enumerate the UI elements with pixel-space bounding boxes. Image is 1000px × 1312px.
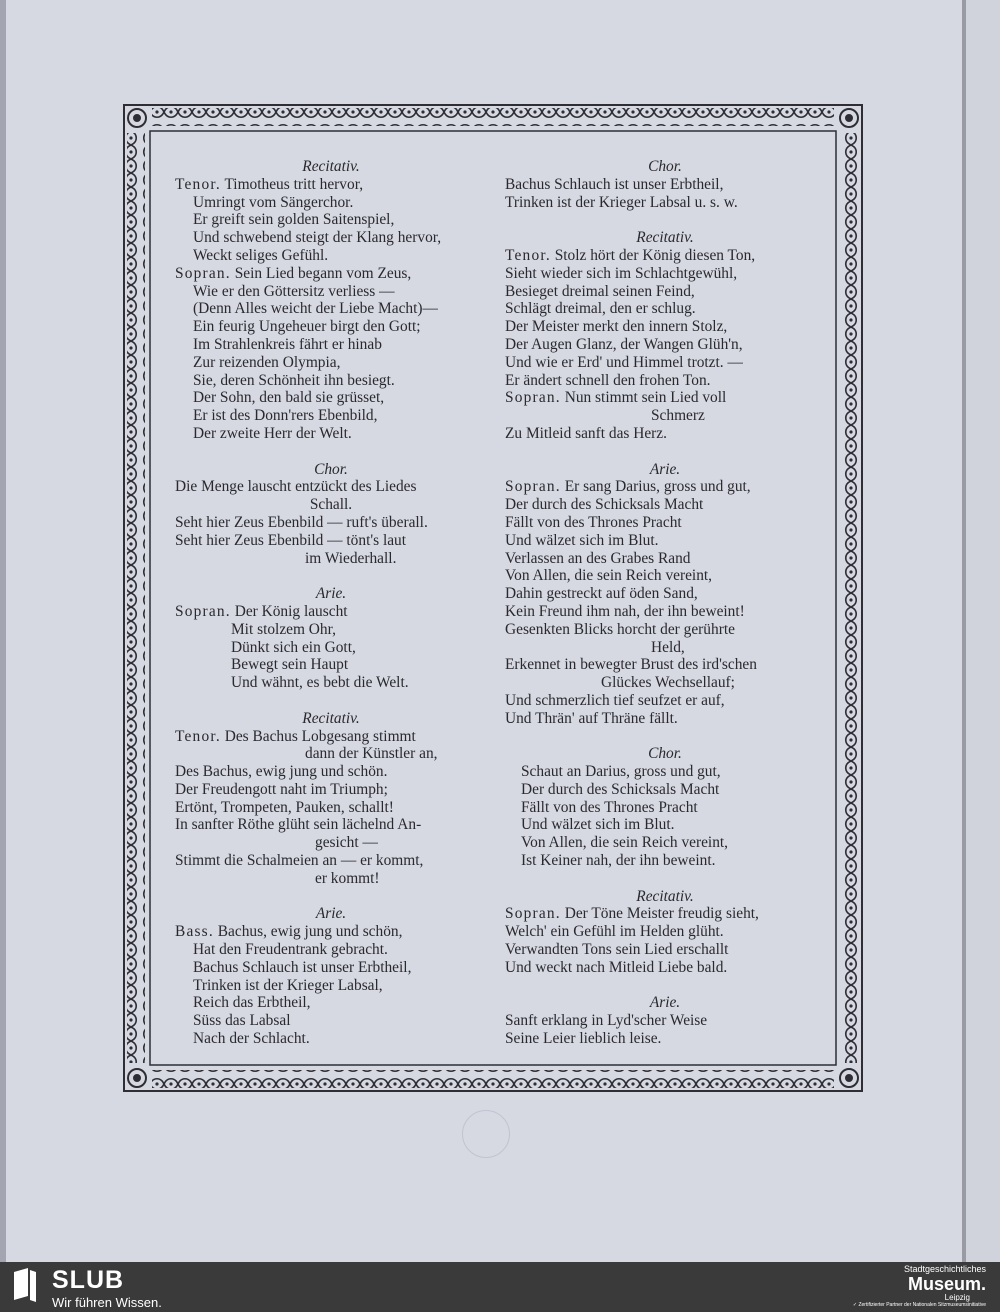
verse-line: Sieht wieder sich im Schlachtgewühl, xyxy=(505,264,738,282)
verse-line: Verwandten Tons sein Lied erschallt xyxy=(505,941,729,959)
verse-line: Bachus Schlauch ist unser Erbtheil, xyxy=(193,958,412,976)
section-gap xyxy=(505,443,825,461)
verse-line: Nach der Schlacht. xyxy=(193,1030,310,1048)
verse-line: Und wähnt, es bebt die Welt. xyxy=(231,674,409,692)
verse-line: Umringt vom Sängerchor. xyxy=(193,193,354,211)
museum-subtitle: Stadtgeschichtliches xyxy=(903,1264,986,1274)
verse-line: Und wälzet sich im Blut. xyxy=(505,531,659,549)
right-column xyxy=(505,158,825,1048)
section-gap xyxy=(175,692,487,710)
verse-line: Und wälzet sich im Blut. xyxy=(521,816,675,834)
verse-line: Sopran. Nun stimmt sein Lied voll xyxy=(505,389,727,407)
verse-line: Besieget dreimal seinen Feind, xyxy=(505,282,695,300)
verse-line: Von Allen, die sein Reich vereint, xyxy=(521,834,729,852)
verse-line: Und schmerzlich tief seufzet er auf, xyxy=(505,691,725,709)
verse-line: Verlassen an des Grabes Rand xyxy=(505,549,691,567)
speaker-label: Bass. xyxy=(175,923,214,941)
slub-tagline: Wir führen Wissen. xyxy=(52,1295,162,1310)
verse-line: Tenor. Des Bachus Lobgesang stimmt xyxy=(175,727,416,745)
verse-line: er kommt! xyxy=(315,869,380,887)
verse-line: Ein feurig Ungeheuer birgt den Gott; xyxy=(193,318,421,336)
verse-line: gesicht — xyxy=(315,834,378,852)
verse-line: Der Freudengott naht im Triumph; xyxy=(175,780,388,798)
verse-line: Schlägt dreimal, den er schlug. xyxy=(505,300,696,318)
libretto-text xyxy=(175,158,825,1058)
section-heading: Chor. xyxy=(648,745,682,763)
verse-line: Und weckt nach Mitleid Liebe bald. xyxy=(505,958,728,976)
verse-line: (Denn Alles weicht der Liebe Macht)— xyxy=(193,300,438,318)
section-gap xyxy=(175,567,487,585)
section-heading: Chor. xyxy=(314,460,348,478)
section-gap xyxy=(505,977,825,995)
verse-line: Die Menge lauscht entzückt des Liedes xyxy=(175,478,417,496)
verse-line: Von Allen, die sein Reich vereint, xyxy=(505,567,713,585)
speaker-label: Sopran. xyxy=(175,602,231,620)
adjacent-page-edge xyxy=(966,0,1000,1262)
section-heading: Arie. xyxy=(649,460,681,478)
section-heading: Arie. xyxy=(315,905,347,923)
verse-line: Schmerz xyxy=(651,407,705,425)
verse-line: Zu Mitleid sanft das Herz. xyxy=(505,424,667,442)
verse-line: Sopran. Sein Lied begann vom Zeus, xyxy=(175,264,412,282)
section-heading: Recitativ. xyxy=(636,887,694,905)
verse-line: Der zweite Herr der Welt. xyxy=(193,424,352,442)
verse-line: Der durch des Schicksals Macht xyxy=(505,496,704,514)
section-heading: Chor. xyxy=(648,158,682,175)
section-heading: Recitativ. xyxy=(636,229,694,247)
verse-line: Zur reizenden Olympia, xyxy=(193,353,341,371)
verse-line: Des Bachus, ewig jung und schön. xyxy=(175,763,388,781)
verse-line: Trinken ist der Krieger Labsal u. s. w. xyxy=(505,193,738,211)
verse-line: Bewegt sein Haupt xyxy=(231,656,349,674)
verse-line: Sopran. Der König lauscht xyxy=(175,602,348,620)
section-heading: Recitativ. xyxy=(302,158,360,175)
verse-line: Schall. xyxy=(309,496,353,514)
verse-line: Hat den Freudentrank gebracht. xyxy=(193,941,388,959)
verse-line: Schaut an Darius, gross und gut, xyxy=(521,763,721,781)
embossed-stamp xyxy=(462,1110,510,1158)
verse-line: Stimmt die Schalmeien an — er kommt, xyxy=(175,852,424,870)
verse-line: Tenor. Timotheus tritt hervor, xyxy=(175,175,364,193)
verse-line: Erkennet in bewegter Brust des ird'schen xyxy=(505,656,757,674)
speaker-label: Sopran. xyxy=(505,905,561,923)
verse-line: Fällt von des Thrones Pracht xyxy=(505,513,682,531)
section-heading: Recitativ. xyxy=(302,709,360,727)
verse-line: Gesenkten Blicks horcht der gerührte xyxy=(505,620,735,638)
verse-line: Glückes Wechsellauf; xyxy=(601,674,735,692)
verse-line: Im Strahlenkreis fährt er hinab xyxy=(193,335,382,353)
verse-line: Fällt von des Thrones Pracht xyxy=(521,798,698,816)
verse-line: Der Meister merkt den innern Stolz, xyxy=(505,318,728,336)
section-gap xyxy=(175,888,487,906)
verse-line: Sopran. Er sang Darius, gross und gut, xyxy=(505,478,751,496)
slub-name: SLUB xyxy=(52,1266,125,1294)
verse-line: Und schwebend steigt der Klang hervor, xyxy=(193,229,442,247)
speaker-label: Tenor. xyxy=(175,175,221,193)
verse-line: Bass. Bachus, ewig jung und schön, xyxy=(175,923,403,941)
speaker-label: Sopran. xyxy=(505,389,561,407)
section-gap xyxy=(505,728,825,746)
verse-line: Welch' ein Gefühl im Helden glüht. xyxy=(505,923,724,941)
verse-line: In sanfter Röthe glüht sein lächelnd An- xyxy=(175,816,422,834)
verse-line: Weckt seliges Gefühl. xyxy=(193,246,329,264)
verse-line: Wie er den Göttersitz verliess — xyxy=(193,282,395,300)
page-edge-shadow xyxy=(0,0,6,1262)
verse-line: Der durch des Schicksals Macht xyxy=(521,780,720,798)
verse-line: Und Thrän' auf Thräne fällt. xyxy=(505,709,678,727)
verse-line: Dahin gestreckt auf öden Sand, xyxy=(505,585,698,603)
museum-name: Museum. xyxy=(907,1274,986,1294)
verse-line: Trinken ist der Krieger Labsal, xyxy=(193,976,383,994)
section-gap xyxy=(175,443,487,461)
verse-line: Held, xyxy=(651,638,685,656)
verse-line: Seine Leier lieblich leise. xyxy=(505,1030,662,1048)
verse-line: Reich das Erbtheil, xyxy=(193,994,311,1012)
verse-line: Und wie er Erd' und Himmel trotzt. — xyxy=(505,353,743,371)
verse-line: Seht hier Zeus Ebenbild — ruft's überall. xyxy=(175,513,428,531)
verse-line: Ist Keiner nah, der ihn beweint. xyxy=(521,852,716,870)
verse-line: Seht hier Zeus Ebenbild — tönt's laut xyxy=(175,531,407,549)
verse-line: Mit stolzem Ohr, xyxy=(231,620,336,638)
verse-line: Dünkt sich ein Gott, xyxy=(231,638,356,656)
left-column xyxy=(175,158,487,1048)
speaker-label: Tenor. xyxy=(175,727,221,745)
verse-line: Der Augen Glanz, der Wangen Glüh'n, xyxy=(505,335,743,353)
verse-line: Süss das Labsal xyxy=(193,1012,291,1030)
verse-line: Kein Freund ihm nah, der ihn beweint! xyxy=(505,602,745,620)
verse-line: Tenor. Stolz hört der König diesen Ton, xyxy=(505,246,756,264)
verse-line: Sanft erklang in Lyd'scher Weise xyxy=(505,1012,708,1030)
museum-note: ✓ Zertifizierter Partner der Nationalen Sitzmuseumsinitiative xyxy=(852,1302,986,1308)
section-gap xyxy=(505,211,825,229)
section-heading: Arie. xyxy=(649,994,681,1012)
museum-city: Leipzig xyxy=(944,1293,970,1302)
verse-line: im Wiederhall. xyxy=(305,549,397,567)
speaker-label: Sopran. xyxy=(505,478,561,496)
verse-line: Er ändert schnell den frohen Ton. xyxy=(505,371,711,389)
verse-line: Er ist des Donn'rers Ebenbild, xyxy=(193,407,378,425)
verse-line: dann der Künstler an, xyxy=(305,745,438,763)
verse-line: Ertönt, Trompeten, Pauken, schallt! xyxy=(175,798,394,816)
verse-line: Der Sohn, den bald sie grüsset, xyxy=(193,389,385,407)
section-heading: Arie. xyxy=(315,585,347,603)
speaker-label: Tenor. xyxy=(505,246,551,264)
verse-line: Sie, deren Schönheit ihn besiegt. xyxy=(193,371,395,389)
verse-line: Er greift sein golden Saitenspiel, xyxy=(193,211,395,229)
speaker-label: Sopran. xyxy=(175,264,231,282)
verse-line: Bachus Schlauch ist unser Erbtheil, xyxy=(505,175,724,193)
verse-line: Sopran. Der Töne Meister freudig sieht, xyxy=(505,905,759,923)
section-gap xyxy=(505,870,825,888)
slub-logo-icon xyxy=(10,1266,38,1306)
